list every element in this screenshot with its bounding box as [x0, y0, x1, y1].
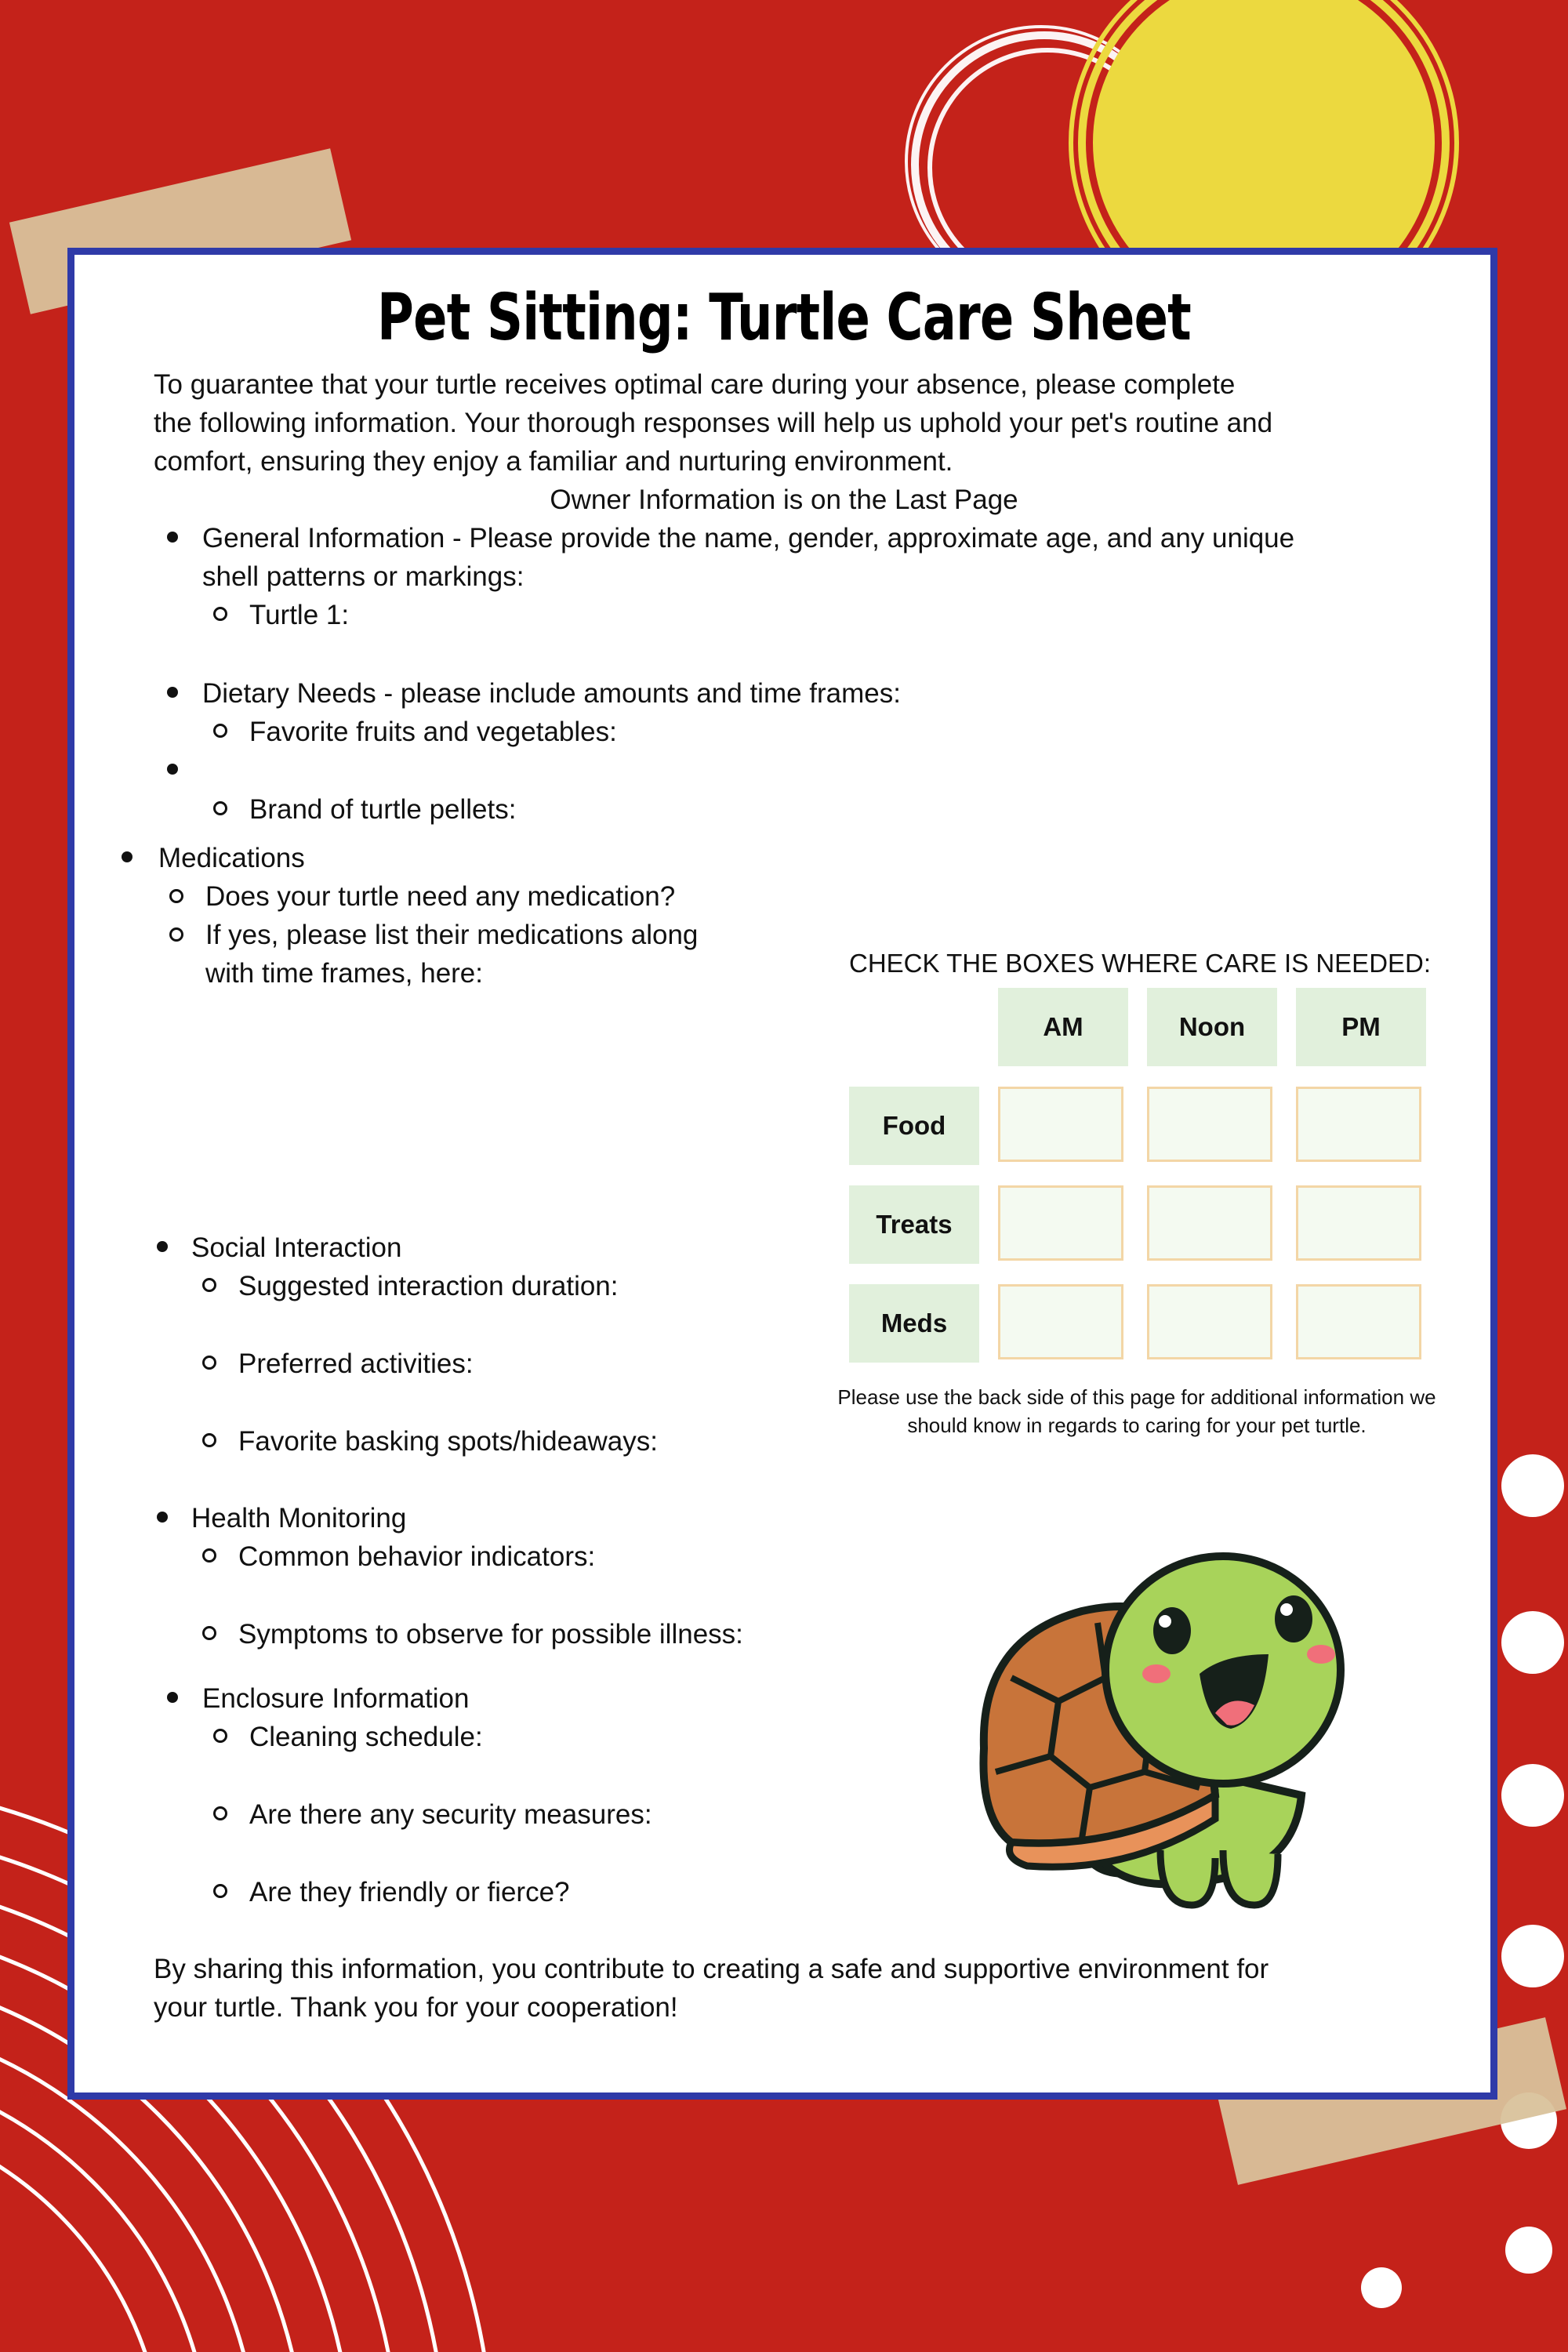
general-info-line-2: shell patterns or markings:: [202, 561, 524, 592]
checkbox-meds-pm[interactable]: [1296, 1284, 1421, 1359]
sub-bullet-circle: [213, 801, 227, 815]
grid-row-treats: Treats: [849, 1185, 979, 1264]
intro-line-3: comfort, ensuring they enjoy a familiar and nurturing environment.: [154, 446, 953, 477]
medication-list-line-1: If yes, please list their medications along: [205, 920, 699, 950]
sub-bullet-circle: [213, 724, 227, 738]
owner-info-note: Owner Information is on the Last Page: [550, 485, 1018, 515]
bullet-dot: [167, 532, 178, 543]
grid-col-am: AM: [998, 988, 1128, 1066]
grid-row-food: Food: [849, 1087, 979, 1165]
grid-note-line-2: should know in regards to caring for your pet turtle.: [907, 1414, 1367, 1437]
checkbox-treats-am[interactable]: [998, 1185, 1123, 1261]
behavior-indicators-field[interactable]: Common behavior indicators:: [238, 1541, 596, 1572]
grid-col-pm: PM: [1296, 988, 1426, 1066]
turtle-pellets-field[interactable]: Brand of turtle pellets:: [249, 794, 517, 825]
basking-spots-field[interactable]: Favorite basking spots/hideaways:: [238, 1426, 658, 1457]
favorite-fruits-field[interactable]: Favorite fruits and vegetables:: [249, 717, 617, 747]
grid-note-line-1: Please use the back side of this page for additional information we: [837, 1385, 1436, 1409]
preferred-activities-field[interactable]: Preferred activities:: [238, 1348, 474, 1379]
interaction-duration-field[interactable]: Suggested interaction duration:: [238, 1271, 619, 1301]
bullet-dot: [167, 1692, 178, 1703]
closing-line-1: By sharing this information, you contribute to creating a safe and supportive environment for: [154, 1954, 1269, 1984]
security-measures-field[interactable]: Are there any security measures:: [249, 1799, 652, 1830]
sub-bullet-circle: [202, 1278, 216, 1292]
bullet-dot: [157, 1241, 168, 1252]
sub-bullet-circle: [213, 607, 227, 621]
medications-label: Medications: [158, 843, 305, 873]
checkbox-food-pm[interactable]: [1296, 1087, 1421, 1162]
sub-bullet-circle: [202, 1356, 216, 1370]
page-title: Pet Sitting: Turtle Care Sheet: [377, 281, 1191, 355]
care-grid-heading: CHECK THE BOXES WHERE CARE IS NEEDED:: [849, 949, 1432, 978]
enclosure-info-label: Enclosure Information: [202, 1683, 470, 1714]
bullet-dot: [167, 764, 178, 775]
sub-bullet-circle: [213, 1806, 227, 1820]
health-monitoring-label: Health Monitoring: [191, 1503, 407, 1534]
cleaning-schedule-field[interactable]: Cleaning schedule:: [249, 1722, 483, 1752]
turtle-illustration: [964, 1537, 1372, 1921]
checkbox-treats-pm[interactable]: [1296, 1185, 1421, 1261]
checkbox-treats-noon[interactable]: [1147, 1185, 1272, 1261]
sub-bullet-circle: [202, 1433, 216, 1447]
grid-row-meds: Meds: [849, 1284, 979, 1363]
checkbox-meds-noon[interactable]: [1147, 1284, 1272, 1359]
bullet-dot: [167, 687, 178, 698]
medication-question[interactable]: Does your turtle need any medication?: [205, 881, 676, 912]
general-info-line-1: General Information - Please provide the name, gender, approximate age, and any unique: [202, 523, 1295, 554]
intro-line-1: To guarantee that your turtle receives optimal care during your absence, please complete: [154, 369, 1236, 400]
checkbox-food-noon[interactable]: [1147, 1087, 1272, 1162]
sub-bullet-circle: [169, 889, 183, 903]
checkbox-meds-am[interactable]: [998, 1284, 1123, 1359]
turtle-1-field[interactable]: Turtle 1:: [249, 600, 350, 630]
checkbox-food-am[interactable]: [998, 1087, 1123, 1162]
sub-bullet-circle: [213, 1884, 227, 1898]
bullet-dot: [122, 851, 132, 862]
closing-line-2: your turtle. Thank you for your cooperation!: [154, 1992, 678, 2023]
sub-bullet-circle: [202, 1548, 216, 1563]
dietary-needs-label: Dietary Needs - please include amounts and time frames:: [202, 678, 901, 709]
sub-bullet-circle: [213, 1729, 227, 1743]
medication-list-line-2[interactable]: with time frames, here:: [205, 958, 483, 989]
sub-bullet-circle: [169, 927, 183, 942]
grid-col-noon: Noon: [1147, 988, 1277, 1066]
social-interaction-label: Social Interaction: [191, 1232, 402, 1263]
intro-line-2: the following information. Your thorough responses will help us uphold your pet's routine and: [154, 408, 1273, 438]
sub-bullet-circle: [202, 1626, 216, 1640]
friendly-fierce-field[interactable]: Are they friendly or fierce?: [249, 1877, 570, 1907]
illness-symptoms-field[interactable]: Symptoms to observe for possible illness:: [238, 1619, 743, 1650]
bullet-dot: [157, 1512, 168, 1523]
